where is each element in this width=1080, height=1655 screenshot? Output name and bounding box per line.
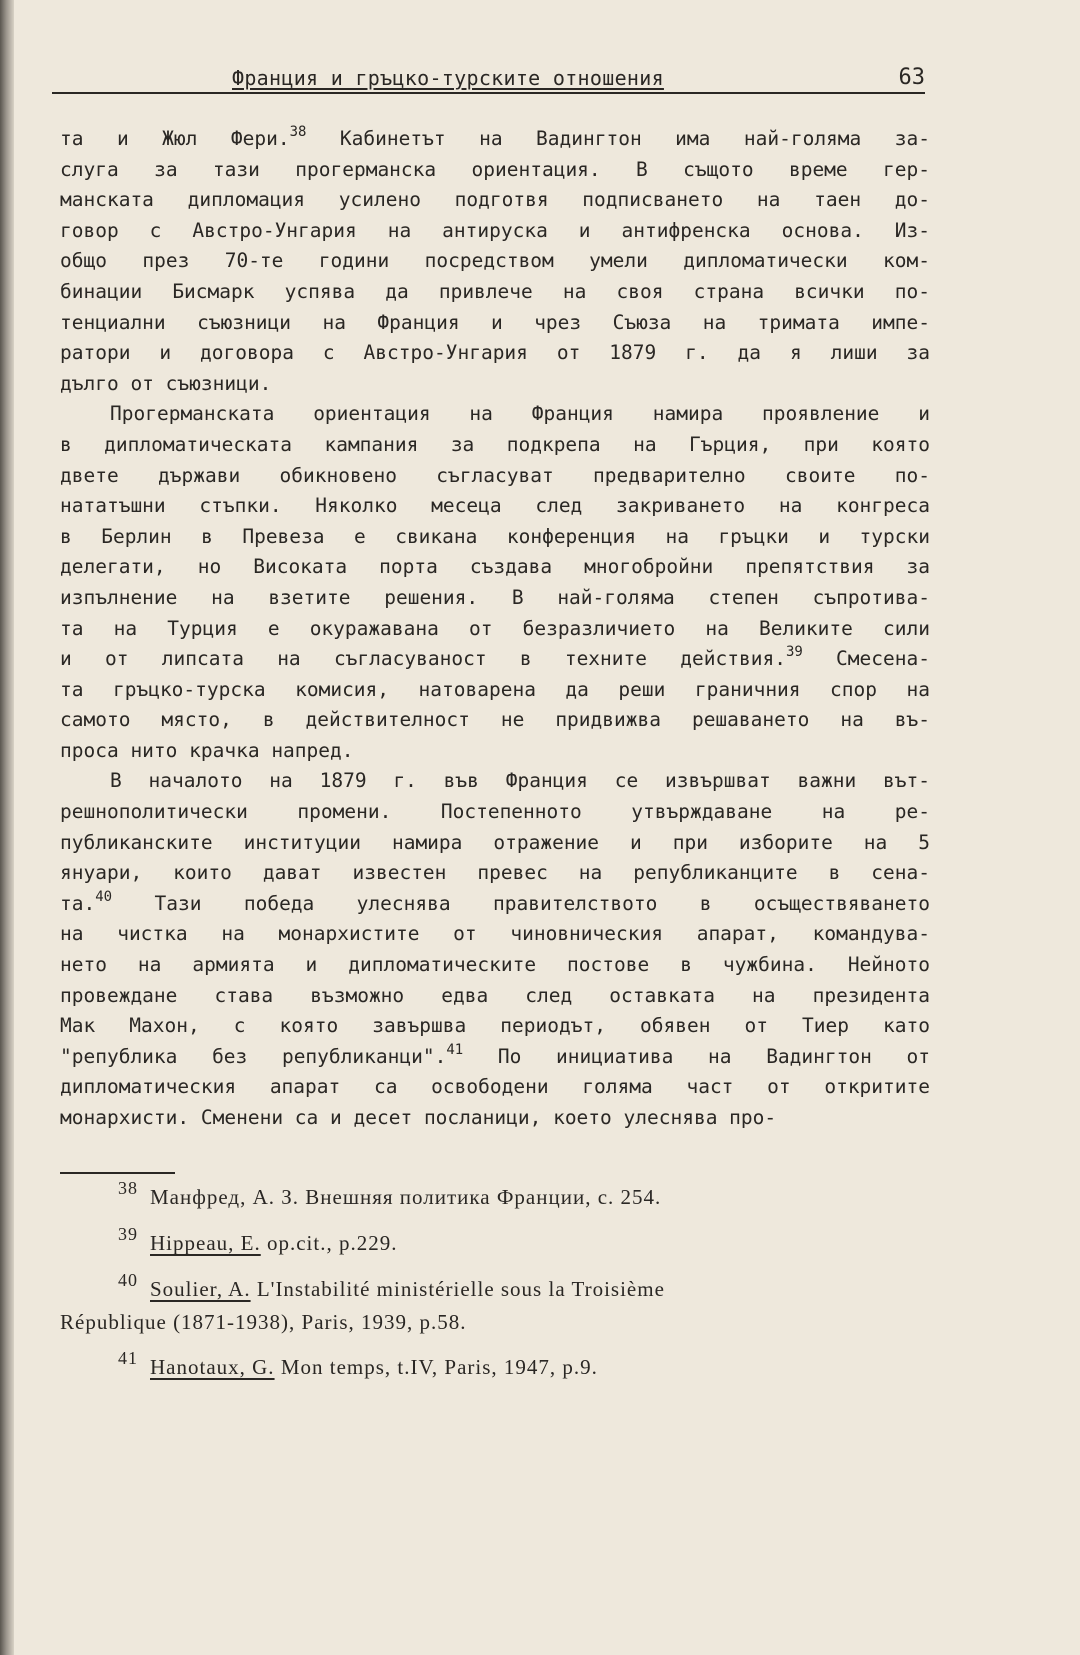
text-line: решнополитически промени. Постепенното утвърждаване на ре-	[60, 800, 930, 824]
text-line	[60, 644, 930, 675]
text-segment: та и Жюл Фери.	[60, 127, 290, 150]
footnote-40	[60, 1270, 665, 1302]
text-segment: По инициатива на Вадингтон от	[463, 1044, 930, 1068]
text-line: ратори и договора с Австро-Унгария от 1879 г. да я лиши за	[60, 341, 930, 365]
text-line: говор с Австро-Унгария на антируска и антифренска основа. Из-	[60, 218, 930, 242]
header-title: Франция и гръцко-турските отношения	[232, 66, 664, 90]
footnote-author: Hanotaux, G.	[150, 1355, 275, 1379]
text-line	[60, 124, 930, 155]
footnote-number: 40	[118, 1270, 138, 1290]
page-number: 63	[898, 65, 925, 90]
footnote-reference[interactable]: 39	[785, 644, 803, 661]
footnote-continuation: République (1871-1938), Paris, 1939, p.58.	[60, 1310, 467, 1334]
text-line: общо през 70-те години посредством умели дипломатически ком-	[60, 249, 930, 273]
footnote-text: Манфред, А. З. Внешняя политика Франции, с. 254.	[150, 1185, 662, 1209]
text-line: двете държави обикновено съгласуват предварително своите по-	[60, 463, 930, 487]
footnote-text: op.cit., p.229.	[260, 1231, 398, 1255]
footnote-38	[60, 1178, 661, 1210]
running-header	[52, 62, 925, 94]
footnote-separator	[60, 1172, 175, 1174]
footnote-number: 39	[118, 1224, 138, 1244]
text-line	[60, 1042, 930, 1073]
text-line: та гръцко-турска комисия, натоварена да реши граничния спор на	[60, 677, 930, 701]
text-line: слуга за тази прогерманска ориентация. В същото време гер-	[60, 157, 930, 181]
footnote-author: Soulier, A.	[150, 1277, 251, 1301]
text-line: бинации Бисмарк успява да привлече на своя страна всички по-	[60, 279, 930, 303]
text-line: манската дипломация усилено подготвя подписването на таен до-	[60, 188, 930, 212]
text-line: та на Турция е окуражавана от безразличието на Великите сили	[60, 616, 930, 640]
footnote-text: L'Instabilité ministérielle sous la Troisième	[250, 1277, 665, 1301]
text-line: нататъшни стъпки. Няколко месеца след закриването на конгреса	[60, 494, 930, 518]
footnote-reference[interactable]: 41	[446, 1041, 464, 1058]
text-line: делегати, но Високата порта създава многобройни препятствия за	[60, 555, 930, 579]
footnote-author: Hippeau, E.	[150, 1231, 261, 1255]
footnote-number: 38	[118, 1178, 138, 1198]
text-segment: "република без републиканци".	[60, 1044, 447, 1068]
text-line: В началото на 1879 г. във Франция се извършват важни вът-	[110, 769, 930, 793]
text-line: Прогерманската ориентация на Франция намира проявление и	[110, 402, 930, 426]
footnote-41	[60, 1348, 598, 1380]
text-line: провеждане става възможно едва след оставката на президента	[60, 983, 930, 1007]
text-line: публиканските институции намира отражение и при изборите на 5	[60, 830, 930, 854]
footnote-39	[60, 1224, 397, 1256]
text-segment: и от липсата на съгласуваност в техните действия.	[60, 647, 786, 671]
text-line: изпълнение на взетите решения. В най-голяма степен съпротива-	[60, 585, 930, 609]
text-segment: Смесена-	[802, 647, 930, 671]
paragraph	[60, 124, 930, 399]
text-line: монархисти. Сменени са и десет посланици, което улеснява про-	[60, 1106, 777, 1129]
text-line: дълго от съюзници.	[60, 371, 272, 395]
text-line: самото място, в действителност не придвижва решаването на въ-	[60, 708, 930, 732]
footnote-reference[interactable]: 40	[95, 888, 113, 905]
text-line: на чистка на монархистите от чиновническия апарат, командува-	[60, 922, 930, 946]
paragraph	[60, 399, 930, 766]
text-line: дипломатическия апарат са освободени голяма част от откритите	[60, 1075, 930, 1099]
footnote-number: 41	[118, 1348, 138, 1368]
footnote-text: Mon temps, t.IV, Paris, 1947, p.9.	[274, 1355, 598, 1379]
text-line: Мак Махон, с която завършва периодът, обявен от Тиер като	[60, 1014, 930, 1038]
body-text	[60, 124, 930, 1134]
text-line: нето на армията и дипломатическите постове в чужбина. Нейното	[60, 953, 930, 977]
text-segment: та.	[60, 891, 96, 915]
text-line: тенциални съюзници на Франция и чрез Съюза на тримата импе-	[60, 310, 930, 334]
text-line: проса нито крачка напред.	[60, 738, 354, 762]
footnote-reference[interactable]: 38	[289, 124, 307, 140]
text-line: януари, които дават известен превес на републиканците в сена-	[60, 861, 930, 885]
text-line: в Берлин в Превеза е свикана конференция на гръцки и турски	[60, 524, 930, 548]
text-segment: Кабинетът на Вадингтон има най-голяма за-	[306, 127, 930, 150]
text-segment: Тази победа улеснява правителството в осъществяването	[112, 891, 930, 915]
text-line	[60, 889, 930, 920]
paragraph	[60, 766, 930, 1133]
text-line: в дипломатическата кампания за подкрепа на Гърция, при която	[60, 432, 930, 456]
